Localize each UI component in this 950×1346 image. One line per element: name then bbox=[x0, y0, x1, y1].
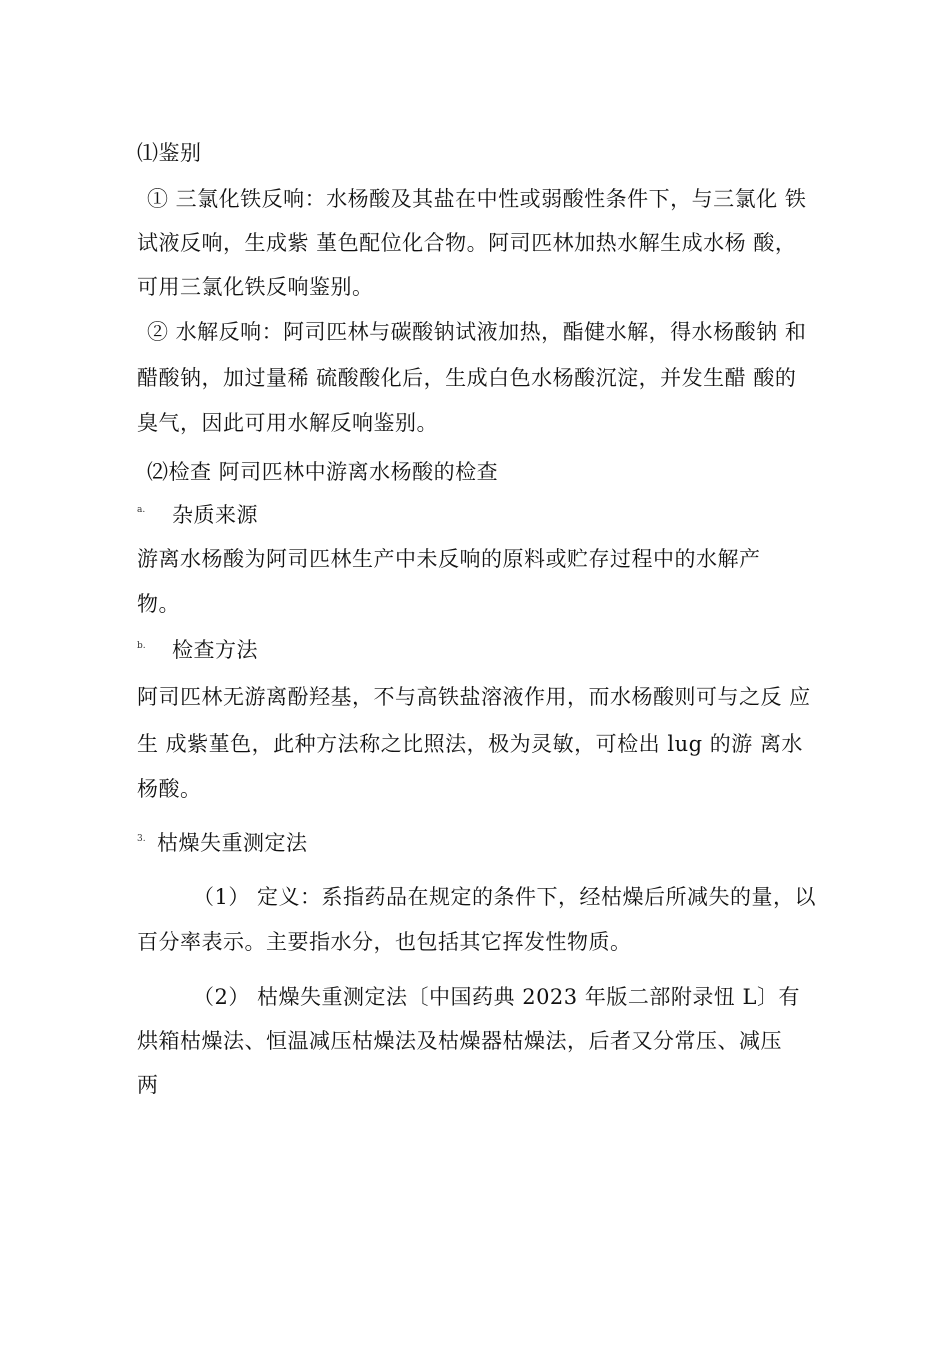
section-3-title: 枯燥失重测定法 bbox=[157, 831, 308, 855]
item-1-line-3: 可用三氯化铁反响鉴别。 bbox=[137, 275, 374, 299]
subsection-b-text-3: 杨酸。 bbox=[137, 777, 202, 801]
section-3-para-2-line-1: （2） 枯燥失重测定法〔中国药典 2023 年版二部附录忸 L〕有 bbox=[193, 985, 800, 1009]
item-1-line-2: 试液反响，生成紫 堇色配位化合物。阿司匹林加热水解生成水杨 酸， bbox=[137, 231, 797, 255]
subsection-b-marker: b. bbox=[137, 641, 146, 651]
subsection-a-text-2: 物。 bbox=[137, 592, 180, 616]
section-3-marker: 3. bbox=[137, 834, 146, 844]
subsection-a-title: 杂质来源 bbox=[172, 503, 258, 527]
item-2-line-3: 臭气，因此可用水解反响鉴别。 bbox=[137, 411, 438, 435]
section-3-para-2-line-3: 两 bbox=[137, 1073, 159, 1097]
subsection-b-text-2: 生 成紫堇色，此种方法称之比照法，极为灵敏，可检出 lug 的游 离水 bbox=[137, 732, 803, 756]
subsection-b-title: 检查方法 bbox=[172, 638, 258, 662]
section-2-heading: ⑵检查 阿司匹林中游离水杨酸的检查 bbox=[147, 460, 499, 484]
section-3-para-1-line-2: 百分率表示。主要指水分，也包括其它挥发性物质。 bbox=[137, 930, 632, 954]
subsection-a-marker: a. bbox=[137, 505, 146, 515]
subsection-a-text-1: 游离水杨酸为阿司匹林生产中未反响的原料或贮存过程中的水解产 bbox=[137, 547, 761, 571]
section-1-heading: ⑴鉴别 bbox=[137, 141, 202, 165]
section-3-para-2-line-2: 烘箱枯燥法、恒温减压枯燥法及枯燥器枯燥法，后者又分常压、减压 bbox=[137, 1029, 782, 1053]
item-1-line-1: ① 三氯化铁反响：水杨酸及其盐在中性或弱酸性条件下，与三氯化 铁 bbox=[147, 187, 807, 211]
subsection-b-text-1: 阿司匹林无游离酚羟基，不与高铁盐溶液作用，而水杨酸则可与之反 应 bbox=[137, 685, 811, 709]
section-3-para-1-line-1: （1） 定义：系指药品在规定的条件下，经枯燥后所减失的量，以 bbox=[193, 885, 817, 909]
item-2-line-2: 醋酸钠，加过量稀 硫酸酸化后，生成白色水杨酸沉淀，并发生醋 酸的 bbox=[137, 366, 797, 390]
item-2-line-1: ② 水解反响：阿司匹林与碳酸钠试液加热，酯健水解，得水杨酸钠 和 bbox=[147, 320, 807, 344]
